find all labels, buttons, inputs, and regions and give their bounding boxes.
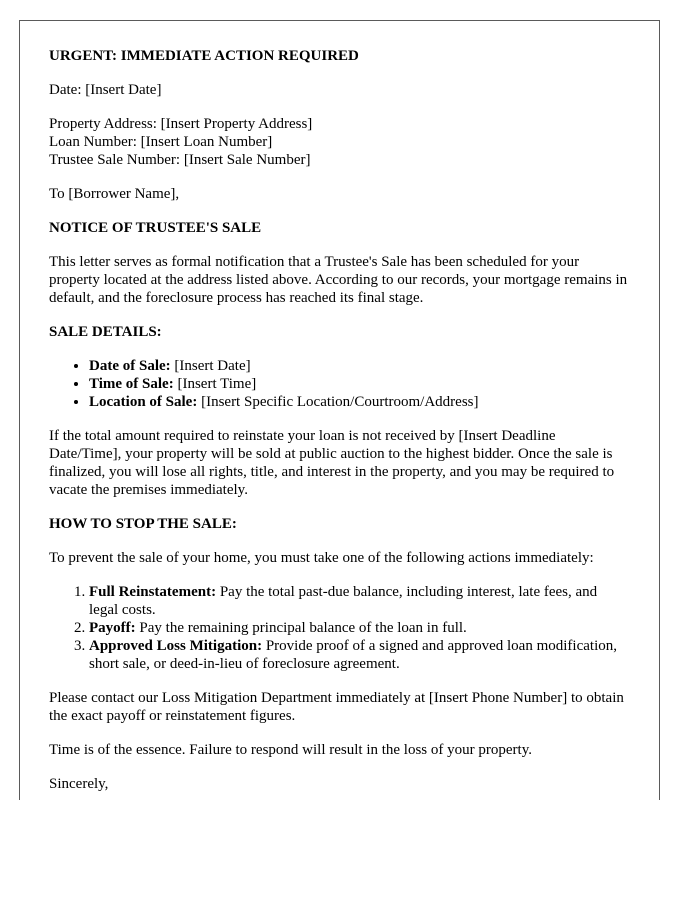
sale-location-value: [Insert Specific Location/Courtroom/Address] [197,394,479,410]
sale-date-label: Date of Sale: [89,358,171,374]
property-address: Property Address: [Insert Property Address] [49,116,313,132]
sale-time-label: Time of Sale: [89,376,174,392]
reference-block [49,115,630,169]
notice-heading: NOTICE OF TRUSTEE'S SALE [49,220,262,236]
list-item [89,583,630,619]
list-item [89,375,630,393]
list-item [89,619,630,637]
letter-page [19,20,660,800]
contact-paragraph: Please contact our Loss Mitigation Department immediately at [Insert Phone Number] to obtain the exact payoff or reinstatement figures. [49,690,624,724]
option-payoff-label: Payoff: [89,620,136,636]
option-mitigation-text: Provide proof of a signed and approved loan modification, short sale, or deed-in-lieu of foreclosure agreement. [89,638,617,672]
sale-time-value: [Insert Time] [173,376,257,392]
list-item [89,637,630,673]
list-item [89,357,630,375]
sale-details-heading: SALE DETAILS: [49,324,162,340]
stop-heading: HOW TO STOP THE SALE: [49,516,237,532]
sale-location-label: Location of Sale: [89,394,198,410]
trustee-sale-number: Trustee Sale Number: [Insert Sale Number] [49,152,311,168]
reinstate-paragraph: If the total amount required to reinstate your loan is not received by [Insert Deadline Date/Time], your property will be sold at public auction to the highest bidder. Once the sale is finalized, you will lose all rights, title, and interest in the property, and you may be required to vacate the premises immediately. [49,428,615,498]
urgent-heading: URGENT: IMMEDIATE ACTION REQUIRED [49,48,359,64]
stop-intro: To prevent the sale of your home, you must take one of the following actions immediately: [49,550,594,566]
sale-details-list [49,357,630,411]
intro-paragraph: This letter serves as formal notification that a Trustee's Sale has been scheduled for your property located at the address listed above. According to our records, your mortgage remains in default, and the foreclosure process has reached its final stage. [49,254,628,306]
sale-date-value: [Insert Date] [170,358,251,374]
time-paragraph: Time is of the essence. Failure to respond will result in the loss of your property. [49,742,532,758]
option-mitigation-label: Approved Loss Mitigation: [89,638,263,654]
list-item [89,393,630,411]
option-reinstatement-label: Full Reinstatement: [89,584,217,600]
loan-number: Loan Number: [Insert Loan Number] [49,134,273,150]
options-list [49,583,630,673]
closing: Sincerely, [49,776,109,792]
option-payoff-text: Pay the remaining principal balance of the loan in full. [135,620,467,636]
option-reinstatement-text: Pay the total past-due balance, including interest, late fees, and legal costs. [89,584,598,618]
date-line: Date: [Insert Date] [49,82,162,98]
salutation: To [Borrower Name], [49,186,180,202]
